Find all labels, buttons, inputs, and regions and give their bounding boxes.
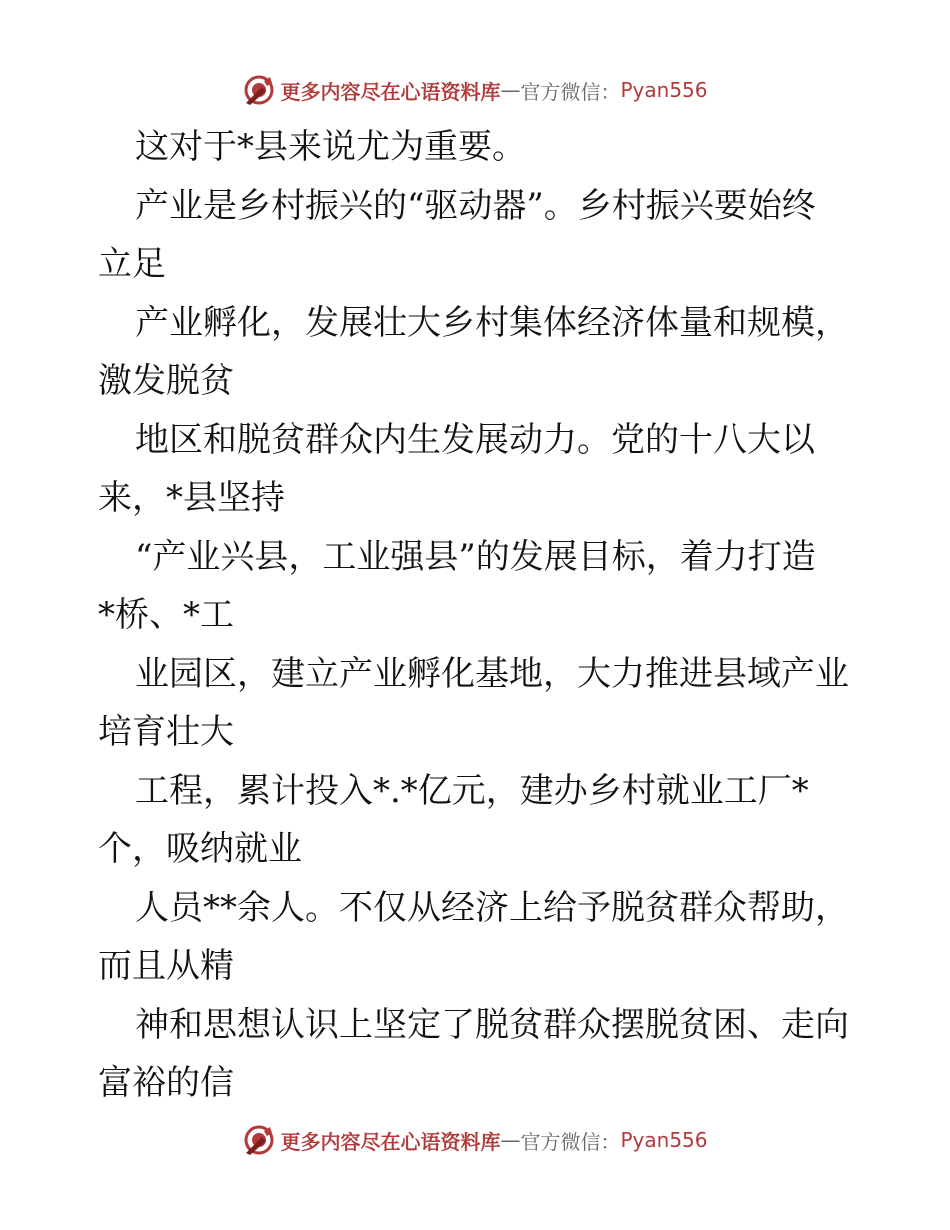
text-line: 富裕的信 [98, 1063, 234, 1103]
text-line: 人员**余人。不仅从经济上给予脱贫群众帮助， [135, 887, 849, 928]
banner-wechat-label: 官方微信： [520, 1129, 621, 1154]
text-line: 这对于*县来说尤为重要。 [135, 127, 526, 167]
banner-title: 更多内容尽在心语资料库 [280, 79, 501, 104]
footer-banner [0, 1120, 950, 1160]
text-line: *桥、*工 [98, 595, 234, 635]
text-line: 来，*县坚持 [98, 478, 285, 518]
text-line: 神和思想认识上坚定了脱贫群众摆脱贫困、走向 [135, 1004, 849, 1045]
banner-dash: — [500, 1128, 521, 1152]
text-line: 个，吸纳就业 [98, 829, 302, 869]
text-line: 产业孵化，发展壮大乡村集体经济体量和规模， [135, 302, 849, 343]
text-line: “产业兴县，工业强县”的发展目标，着力打造 [135, 536, 816, 577]
text-line: 地区和脱贫群众内生发展动力。党的十八大以 [135, 419, 815, 460]
text-line: 立足 [98, 244, 166, 284]
banner-wechat-label: 官方微信： [520, 79, 621, 104]
text-line: 产业是乡村振兴的“驱动器”。乡村振兴要始终 [135, 185, 816, 226]
banner-dash: — [500, 78, 521, 102]
text-line: 业园区，建立产业孵化基地，大力推进县域产业 [135, 653, 849, 694]
text-line: 培育壮大 [98, 712, 234, 752]
banner-title: 更多内容尽在心语资料库 [280, 1129, 501, 1154]
banner-wechat-id: Pyan556 [620, 78, 708, 102]
text-line: 激发脱贫 [98, 361, 234, 401]
document-body [98, 118, 858, 1113]
banner-wechat-id: Pyan556 [620, 1128, 708, 1152]
pen-logo-icon [242, 73, 276, 107]
text-line: 而且从精 [98, 946, 234, 986]
text-line: 工程，累计投入*.*亿元，建办乡村就业工厂* [135, 770, 809, 811]
pen-logo-icon [242, 1123, 276, 1157]
header-banner [0, 70, 950, 110]
